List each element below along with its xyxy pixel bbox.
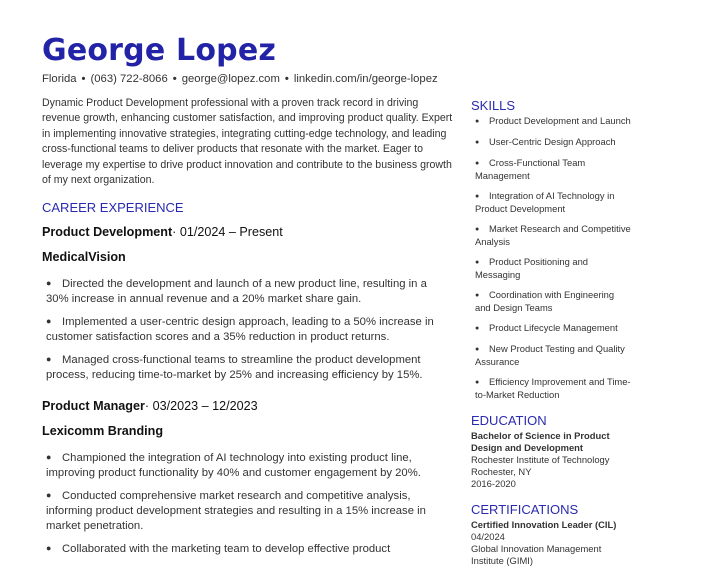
- separator: •: [284, 73, 289, 85]
- job-bullets: [42, 450, 452, 557]
- bullet-icon: ●: [475, 160, 480, 167]
- school-location: Rochester, NY: [471, 466, 532, 477]
- bullet-text: Championed the integration of AI technology into existing product line, improving product functionality by 40% and customer engagement by 20%.: [46, 452, 421, 479]
- job-title: Product Development: [42, 225, 173, 239]
- job-title-line: [42, 225, 452, 239]
- skill-item: [475, 289, 631, 314]
- bullet-icon: ●: [475, 118, 480, 125]
- bullet-text: Collaborated with the marketing team to develop effective product: [62, 543, 391, 555]
- education-entry: [471, 430, 631, 490]
- skill-text: Efficiency Improvement and Time-to-Market Reduction: [475, 376, 631, 400]
- certification-entry: [471, 519, 631, 567]
- skill-item: [475, 157, 631, 182]
- skill-text: Product Positioning and Messaging: [475, 256, 589, 280]
- bullet-icon: ●: [475, 346, 480, 353]
- skills-section: [471, 98, 631, 401]
- contact-email[interactable]: george@lopez.com: [181, 73, 280, 85]
- bullet-icon: ●: [46, 354, 52, 364]
- certifications-section: [471, 502, 631, 567]
- bullet-icon: ●: [475, 259, 480, 266]
- skill-item: [475, 376, 631, 401]
- bullet-text: Conducted comprehensive market research and competitive analysis, informing product development strategies and resulting in a 15% increase in market penetration.: [46, 490, 426, 532]
- skill-item: [475, 190, 631, 215]
- education-section: [471, 413, 631, 490]
- section-heading-education: EDUCATION: [471, 413, 547, 428]
- skills-list: [471, 115, 631, 401]
- skill-text: New Product Testing and Quality Assurance: [475, 343, 625, 367]
- skill-text: Market Research and Competitive Analysis: [475, 223, 631, 247]
- job-title: Product Manager: [42, 399, 145, 413]
- bullet-icon: ●: [475, 226, 480, 233]
- bullet-text: Directed the development and launch of a new product line, resulting in a 30% increase in annual revenue and a 20% market share gain.: [46, 278, 427, 305]
- job-title-line: [42, 399, 452, 413]
- bullet-text: Implemented a user-centric design approach, leading to a 50% increase in customer satisfaction scores and a 35% reduction in product returns.: [46, 316, 434, 343]
- job-entry: [42, 399, 452, 557]
- bullet-icon: ●: [46, 543, 52, 553]
- section-heading-certifications: CERTIFICATIONS: [471, 502, 579, 517]
- skill-item: [475, 136, 631, 149]
- company-name: MedicalVision: [42, 250, 126, 264]
- bullet-item: [46, 450, 452, 481]
- bullet-item: [46, 541, 452, 557]
- bullet-text: Managed cross-functional teams to streamline the product development process, reducing time-to-market by 25% and increasing efficiency by 15%.: [46, 354, 423, 381]
- bullet-icon: ●: [475, 379, 480, 386]
- contact-linkedin[interactable]: linkedin.com/in/george-lopez: [293, 73, 438, 85]
- bullet-icon: ●: [475, 325, 480, 332]
- summary-paragraph: Dynamic Product Development professional with a proven track record in driving revenue growth, enhancing customer satisfaction, and improving product quality. Expert in implementing innovative strategies, integrating cutting-edge technology, and leading cross-functional teams to deliver products that resonate with the market. Eager to leverage my expertise to drive product innovation and contribute to the business growth of my next organization.: [42, 97, 453, 187]
- degree: Bachelor of Science in Product Design and Development: [471, 430, 610, 453]
- certification-date: 04/2024: [471, 531, 505, 542]
- skill-item: [475, 223, 631, 248]
- certification-issuer: Global Innovation Management Institute (GIMI): [471, 543, 602, 566]
- skill-item: [475, 322, 631, 335]
- bullet-item: [46, 314, 452, 345]
- certification-name: Certified Innovation Leader (CIL): [471, 519, 617, 530]
- skill-text: Product Development and Launch: [489, 115, 631, 126]
- company-name: Lexicomm Branding: [42, 424, 164, 438]
- skill-text: Cross-Functional Team Management: [475, 157, 586, 181]
- bullet-item: [46, 488, 452, 534]
- bullet-icon: ●: [46, 278, 52, 288]
- bullet-item: [46, 352, 452, 383]
- school: Rochester Institute of Technology: [471, 454, 610, 465]
- contact-phone: (063) 722-8066: [90, 73, 168, 85]
- contact-location: Florida: [42, 73, 77, 85]
- skill-text: User-Centric Design Approach: [489, 136, 616, 147]
- job-dates: · 03/2023 – 12/2023: [144, 399, 258, 413]
- skill-text: Integration of AI Technology in Product Development: [475, 190, 615, 214]
- bullet-icon: ●: [475, 292, 480, 299]
- bullet-icon: ●: [46, 316, 52, 326]
- skill-item: [475, 343, 631, 368]
- skill-item: [475, 256, 631, 281]
- bullet-item: [46, 276, 452, 307]
- skill-text: Coordination with Engineering and Design Teams: [475, 289, 615, 313]
- job-entry: [42, 225, 452, 383]
- bullet-icon: ●: [46, 452, 52, 462]
- bullet-icon: ●: [475, 193, 480, 200]
- section-heading-skills: SKILLS: [471, 98, 516, 113]
- sidebar: [471, 98, 631, 567]
- skill-text: Product Lifecycle Management: [489, 322, 618, 333]
- job-bullets: [42, 276, 452, 383]
- candidate-name: George Lopez: [42, 33, 277, 68]
- bullet-icon: ●: [475, 139, 480, 146]
- separator: •: [172, 73, 177, 85]
- bullet-icon: ●: [46, 490, 52, 500]
- experience-section: [42, 200, 452, 564]
- separator: •: [81, 73, 86, 85]
- job-dates: · 01/2024 – Present: [172, 225, 283, 239]
- contact-line: [42, 73, 438, 85]
- education-years: 2016-2020: [471, 478, 516, 489]
- skill-item: [475, 115, 631, 128]
- section-heading-experience: CAREER EXPERIENCE: [42, 200, 184, 215]
